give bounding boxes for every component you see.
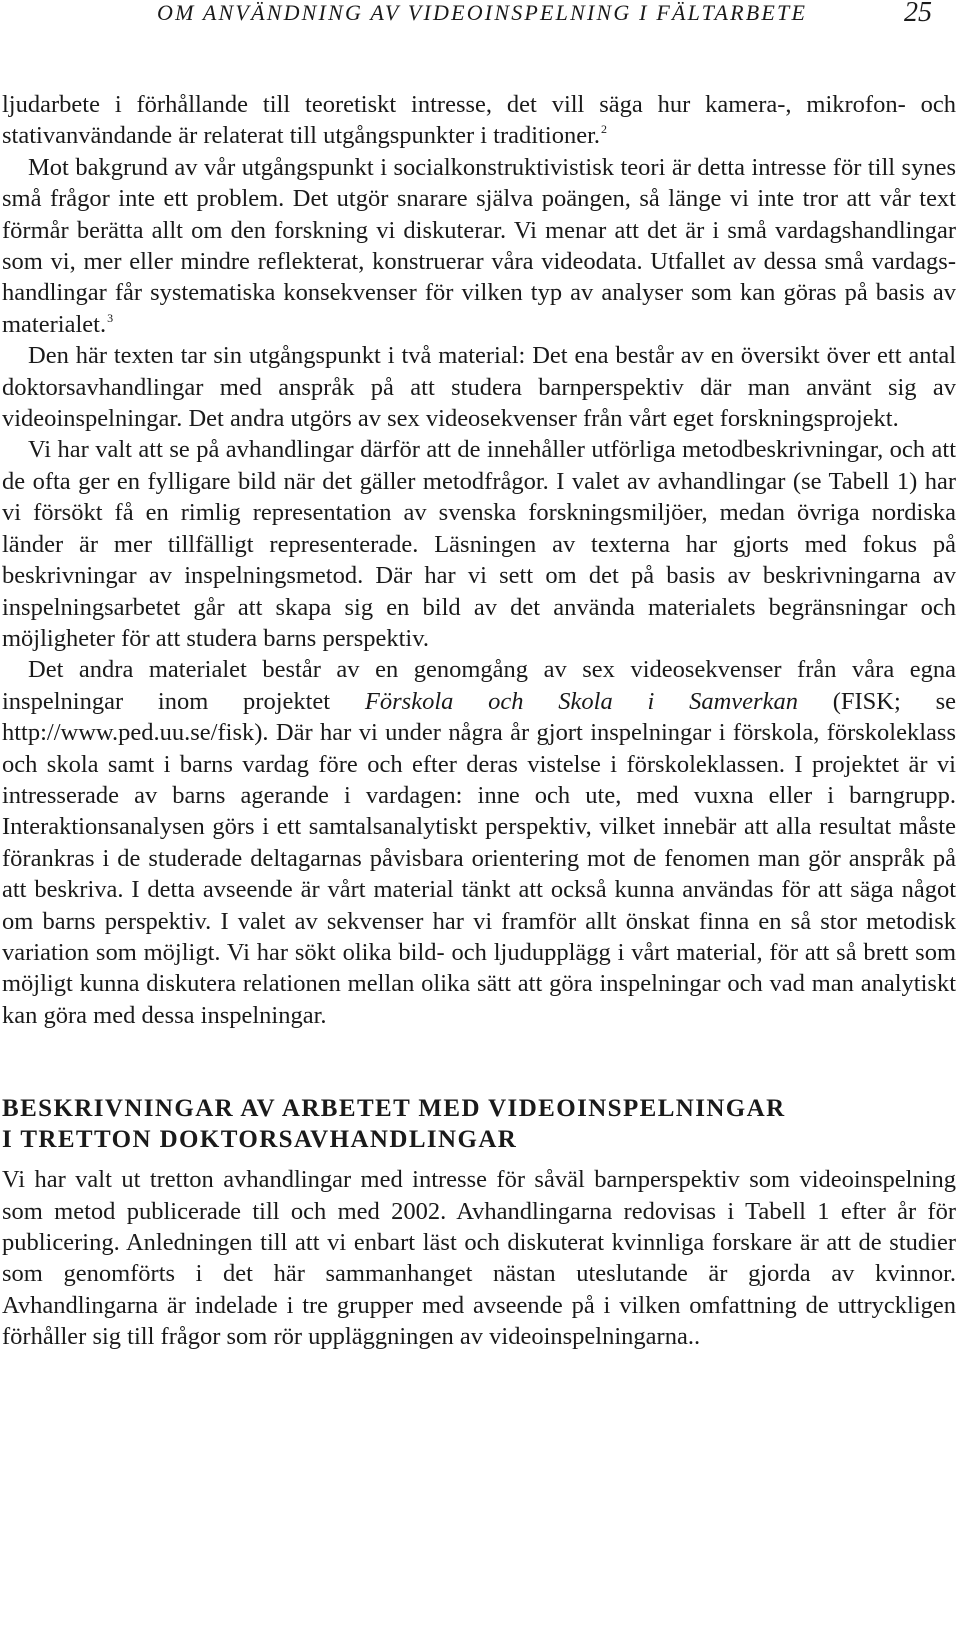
footnote-marker-3: 3 [107,310,114,325]
paragraph-1 [2,89,956,152]
body-text [2,89,956,1353]
paragraph-4: Vi har valt att se på avhandlingar därför att de innehåller utförliga metodbeskrivningar, och att de ofta ger en fylligare bild när det gäller metodfrågor. I valet av avhandlingar (se Tabell 1) har vi försökt få en rimlig representation av svenska forskningsmiljöer, medan övriga nordiska länder är mer tillfälligt representerade. Läsningen av texterna har gjorts med fokus på beskrivningar av inspelningsmetod. Där har vi sett om det på basis av beskrivningarna av inspelningsarbetet går att skapa sig en bild av det använda materialets begränsningar och möjligheter för att studera barns perspektiv. [2,436,956,652]
paragraph-5 [2,654,956,1031]
section-heading [2,1093,956,1155]
paragraph-5-text-b: (FISK; se http://www.ped.uu.se/fisk). Där har vi under några år gjort inspelningar i förskola, förskoleklass och skola samt i barns vardag före och efter deras vistelse i förskoleklassen. I projektet är vi intresserade av barns agerande i vardagen: inne och ute, med vuxna eller i barngrupp. Interaktionsanalysen görs i ett samtalsanalytiskt perspektiv, vilket innebär att alla resultat måste förankras i de studerade deltagarnas påvisbara orientering mot de fenomen man gör anspråk på att beskriva. I detta avseende är vårt material tänkt att också kunna användas för att säga något om barns perspektiv. I valet av sekvenser har vi framför allt önskat finna en så stor metodisk variation som möjligt. Vi har sökt olika bild- och ljudupplägg i vårt material, för att så brett som möjligt kunna diskutera relationen mellan olika sätt att göra inspelningar och vad man analytiskt kan göra med dessa inspelningar. [2,687,956,1029]
section-paragraph: Vi har valt ut tretton avhandlingar med intresse för såväl barnperspektiv som videoinspelning som metod publicerade till och med 2002. Avhandlingarna redovisas i Tabell 1 efter år för publicering. Anledningen till att vi enbart läst och diskuterat kvinnliga forskare är att de studier som genomförts i det här sammanhanget nästan uteslutande är gjorda av kvinnor. Avhandlingarna är indelade i tre grupper med avseende på i vilken omfattning de uttryckligen förhåller sig till frågor som rör uppläggningen av videoinspelningarna.. [2,1166,956,1351]
paragraph-5-text-a: Det andra materialet består av en genomgång av sex videosekvenser från våra egna inspelningar inom projektet [2,656,956,715]
page-number: 25 [904,0,932,28]
project-title: Förskola och Skola i Samverkan [364,687,798,715]
footnote-marker-2: 2 [601,122,608,137]
paragraph-2 [2,152,956,340]
paragraph-1-text: ljudarbete i förhållande till teoretiskt intresse, det vill säga hur kamera-, mikrofon- och stativanvändande är relaterat till utgångspunkter i traditioner. [2,91,956,150]
section-heading-line-1: BESKRIVNINGAR AV ARBETET MED VIDEOINSPELNINGAR [2,1095,786,1123]
section-heading-line-2: I TRETTON DOKTORSAVHANDLINGAR [2,1126,518,1154]
paragraph-3: Den här texten tar sin utgångspunkt i två material: Det ena består av en översikt över ett antal doktorsavhandlingar med anspråk på att studera barnperspektiv där man använt sig av videoinspelningar. Det andra utgörs av sex videosekvenser från vårt eget forskningsprojekt. [2,342,956,433]
running-title: OM ANVÄNDNING AV VIDEOINSPELNING I FÄLTARBETE [157,0,808,25]
paragraph-2-text: Mot bakgrund av vår utgångspunkt i socialkonstruktivistisk teori är detta intresse för till synes små frågor inte ett problem. Det utgör snarare själva poängen, så länge vi inte tror att vår text förmår berätta allt om den forskning vi diskuterar. Vi menar att det är i små vardagshandlingar som vi, mer eller mindre reflekterat, konstruerar våra videodata. Utfallet av dessa små vardagshandlingar får systematiska konsekvenser för vilken typ av analyser som kan göras på basis av materialet. [2,153,956,338]
running-header [0,0,960,30]
